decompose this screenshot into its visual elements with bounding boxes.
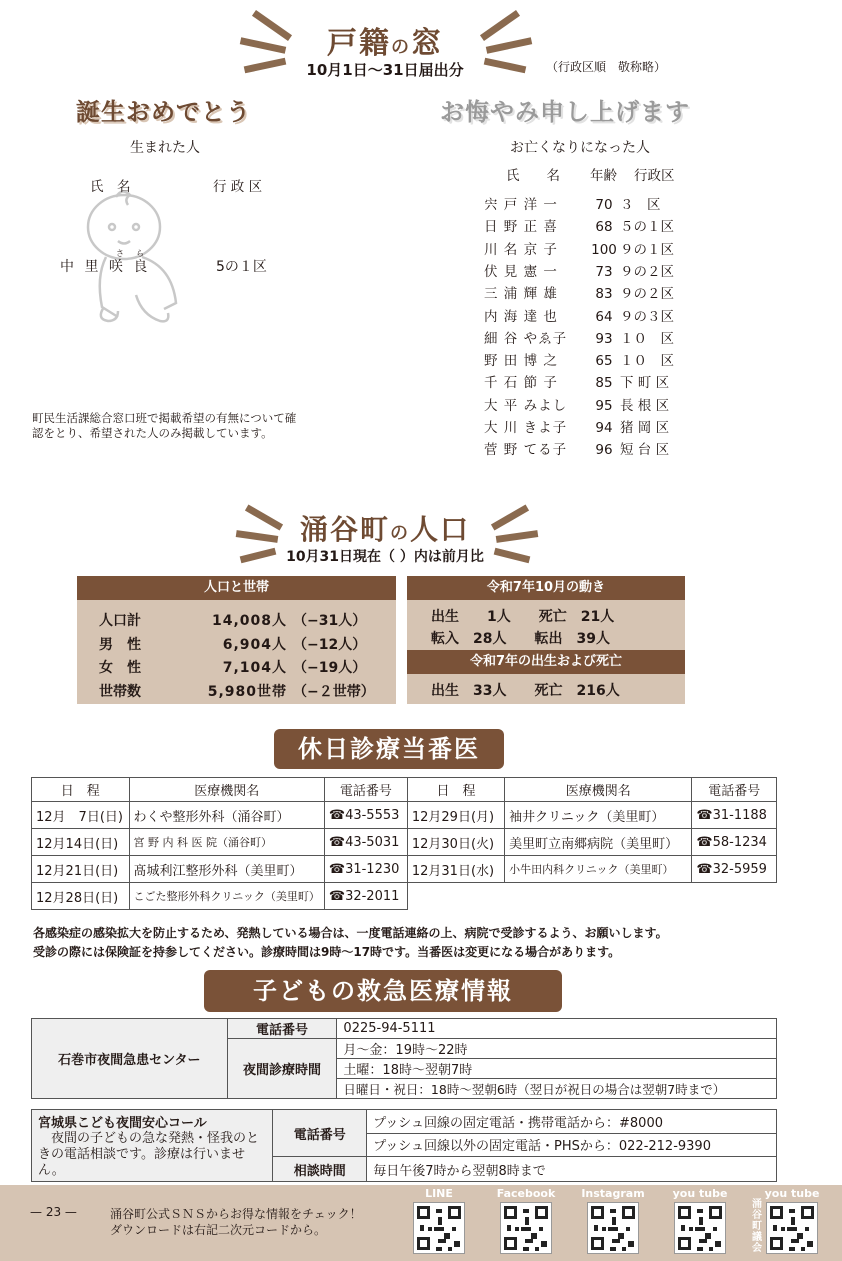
death-age: 70 (595, 197, 613, 213)
kids-phone-label: 電話番号 (227, 1019, 337, 1039)
holiday-header-cell: 医療機関名 (129, 778, 324, 802)
death-age: 73 (595, 263, 613, 280)
kids-phone: 0225-94-5111 (337, 1019, 777, 1039)
population-diff: （−２世帯） (293, 683, 375, 700)
births-ruby: さ ら (116, 249, 146, 258)
population-diff: （−12人） (293, 636, 367, 653)
death-district: １０ 区 (620, 353, 674, 370)
death-district: ９の２区 (620, 286, 674, 303)
holiday-clinic: 小牛田内科クリニック（美里町） (505, 856, 692, 883)
kids-call-time: 毎日午後7時から翌朝8時まで (367, 1157, 777, 1182)
population-value: 14,008人 (211, 613, 287, 629)
death-name: 千 石 節 子 (484, 375, 558, 392)
holiday-row (32, 856, 777, 883)
holiday-phone: ☎43-5031 (324, 829, 407, 856)
holiday-date: 12月29日(月) (407, 802, 504, 829)
population-title: 涌谷町の人口 (299, 513, 471, 546)
holiday-clinic: 髙城利江整形外科（美里町） (129, 856, 324, 883)
population-diff: （−31人） (293, 613, 367, 629)
koseki-subtitle: 10月1日～31日届出分 (306, 61, 464, 79)
holiday-table (31, 777, 777, 910)
death-district: ９の３区 (620, 308, 674, 325)
holiday-date: 12月 7日(日) (32, 802, 130, 829)
holiday-clinic: 宮 野 内 科 医 院（涌谷町） (129, 829, 324, 856)
death-name: 大 川 きよ子 (484, 420, 568, 436)
kids-call-phone-2: プッシュ回線以外の固定電話・PHSから：022-212-9390 (367, 1133, 777, 1157)
holiday-header-cell: 電話番号 (692, 778, 777, 802)
death-district: 下 町 区 (620, 375, 670, 392)
population-row (99, 634, 387, 654)
population-diff: （−19人） (293, 660, 367, 676)
kids-call-table (31, 1109, 777, 1182)
holiday-table-header (32, 778, 777, 802)
holiday-date: 12月31日(水) (407, 856, 504, 883)
holiday-clinic: 美里町立南郷病院（美里町） (505, 829, 692, 856)
death-name: 宍 戸 洋 一 (484, 197, 558, 213)
death-district: ９の２区 (620, 263, 674, 280)
population-value: 7,104人 (222, 660, 287, 676)
population-box-head: 人口と世帯 (77, 576, 396, 600)
qr-code-icon[interactable] (413, 1202, 465, 1254)
gikai-vertical-label: 涌谷町議会 (752, 1199, 762, 1254)
death-age: 94 (595, 420, 613, 436)
holiday-header-cell: 日 程 (407, 778, 504, 802)
population-row (99, 657, 387, 677)
death-district: 短 台 区 (620, 442, 670, 459)
death-district: ９の１区 (620, 241, 674, 258)
kids-call-phone-1: プッシュ回線の固定電話・携帯電話から：#8000 (367, 1110, 777, 1134)
holiday-note-2: 受診の際には保険証を持参してください。診療時間は9時～17時です。当番医は変更になる場合があります。 (33, 945, 621, 959)
sns-label: you tube (672, 1187, 728, 1200)
holiday-date: 12月14日(日) (32, 829, 130, 856)
death-age: 96 (595, 442, 613, 459)
holiday-clinic: 袖井クリニック（美里町） (505, 802, 692, 829)
holiday-banner: 休日診療当番医 (274, 729, 504, 769)
death-name: 日 野 正 喜 (484, 219, 558, 236)
koseki-title: 戸籍の窓 (327, 26, 443, 61)
deaths-col-name: 氏 名 (506, 168, 560, 184)
year-line: 出生 33人 死亡 216人 (431, 683, 620, 699)
population-label: 男 性 (99, 636, 141, 653)
death-age: 93 (595, 330, 613, 347)
holiday-phone: ☎32-5959 (692, 856, 777, 883)
death-row (484, 349, 686, 369)
holiday-header-cell: 医療機関名 (505, 778, 692, 802)
koseki-note: （行政区順 敬称略） (546, 60, 667, 74)
holiday-header-cell: 日 程 (32, 778, 130, 802)
movement-box (407, 576, 685, 704)
kids-call-info (32, 1110, 273, 1182)
deaths-caption: お亡くなりになった人 (510, 140, 650, 156)
sns-label: Facebook (496, 1187, 556, 1200)
births-heading: 誕生おめでとう (76, 98, 251, 126)
holiday-empty (407, 883, 776, 910)
death-name: 伏 見 憲 一 (484, 263, 558, 280)
movement-line-1: 出生 1人 死亡 21人 (431, 609, 615, 625)
death-district: ５の１区 (620, 219, 674, 236)
holiday-phone: ☎31-1230 (324, 856, 407, 883)
deaths-heading: お悔やみ申し上げます (440, 98, 690, 126)
births-row-district: 5の１区 (216, 259, 267, 275)
death-row (484, 238, 686, 258)
holiday-clinic: わくや整形外科（涌谷町） (129, 802, 324, 829)
qr-code-icon[interactable] (500, 1202, 552, 1254)
births-col-name: 氏 名 (90, 179, 131, 195)
death-name: 菅 野 てる子 (484, 442, 568, 459)
sns-label: Instagram (581, 1187, 645, 1200)
kids-banner: 子どもの救急医療情報 (204, 970, 562, 1012)
death-age: 65 (595, 353, 613, 370)
kids-hours-weekday: 月～金：19時～22時 (337, 1039, 777, 1059)
population-label: 世帯数 (99, 683, 141, 700)
holiday-date: 12月21日(日) (32, 856, 130, 883)
kids-hours-holiday: 日曜日・祝日：18時～翌朝6時（翌日が祝日の場合は翌朝7時まで） (337, 1079, 777, 1099)
footer-line-2: ダウンロードは右記二次元コードから。 (110, 1223, 327, 1237)
qr-code-icon[interactable] (587, 1202, 639, 1254)
population-row (99, 610, 387, 630)
death-row (484, 371, 686, 391)
death-name: 大 平 みよし (484, 397, 568, 414)
births-caption: 生まれた人 (130, 140, 200, 156)
death-name: 野 田 博 之 (484, 353, 558, 370)
death-row (484, 438, 686, 458)
holiday-phone: ☎31-1188 (692, 802, 777, 829)
holiday-header-cell: 電話番号 (324, 778, 407, 802)
death-district: 猪 岡 区 (620, 420, 670, 436)
kids-call-desc: 夜間の子どもの急な発熱・怪我のときの電話相談です。診療は行いません。 (38, 1131, 260, 1178)
kids-hours-label: 夜間診療時間 (227, 1039, 337, 1099)
qr-code-icon[interactable] (674, 1202, 726, 1254)
movement-box-head: 令和7年10月の動き (407, 576, 685, 600)
death-age: 64 (595, 308, 613, 325)
death-row (484, 416, 686, 436)
kids-call-time-label: 相談時間 (273, 1157, 367, 1182)
deaths-col-age: 年齢 (590, 168, 617, 184)
death-age: 83 (595, 286, 613, 303)
holiday-phone: ☎58-1234 (692, 829, 777, 856)
deaths-col-district: 行政区 (634, 168, 675, 184)
population-value: 5,980世帯 (207, 683, 287, 700)
death-row (484, 305, 686, 325)
year-box-head: 令和7年の出生および死亡 (407, 650, 685, 674)
death-age: 68 (595, 219, 613, 236)
death-district: 長 根 区 (620, 397, 670, 414)
footer (0, 1185, 842, 1261)
births-row-name: 中 里 咲 良 (60, 259, 151, 275)
population-value: 6,904人 (222, 636, 287, 653)
holiday-clinic: こごた整形外科クリニック（美里町） (129, 883, 324, 910)
death-row (484, 394, 686, 414)
holiday-row (32, 829, 777, 856)
death-name: 細 谷 やゑ子 (484, 330, 568, 347)
death-row (484, 193, 686, 213)
death-name: 三 浦 輝 雄 (484, 286, 558, 303)
births-note: 町民生活課総合窓口班で掲載希望の有無について確認をとり、希望された人のみ掲載しています。 (32, 411, 297, 440)
holiday-note-1: 各感染症の感染拡大を防止するため、発熱している場合は、一度電話連絡の上、病院で受診するよう、お願いします。 (33, 926, 668, 940)
population-row (99, 681, 387, 701)
movement-line-2: 転入 28人 転出 39人 (431, 631, 610, 647)
qr-code-icon[interactable] (766, 1202, 818, 1254)
population-box (77, 576, 396, 704)
death-age: 95 (595, 397, 613, 414)
kids-center-name: 石巻市夜間急患センター (32, 1019, 228, 1099)
kids-call-phone-label: 電話番号 (273, 1110, 367, 1157)
population-label: 女 性 (99, 660, 141, 676)
death-row (484, 260, 686, 280)
death-name: 川 名 京 子 (484, 241, 558, 258)
death-district: １０ 区 (620, 330, 674, 347)
death-row (484, 327, 686, 347)
holiday-row (32, 802, 777, 829)
kids-center-table (31, 1018, 777, 1099)
death-age: 85 (595, 375, 613, 392)
page-number: — 23 — (30, 1205, 77, 1219)
population-subtitle: 10月31日現在（ ）内は前月比 (286, 549, 484, 565)
death-district: ３ 区 (620, 197, 661, 213)
kids-call-title: 宮城県こども夜間安心コール (38, 1116, 207, 1131)
death-row (484, 282, 686, 302)
holiday-row (32, 883, 777, 910)
population-label: 人口計 (99, 613, 141, 629)
footer-line-1: 涌谷町公式ＳＮＳからお得な情報をチェック！ (110, 1207, 362, 1221)
holiday-phone: ☎32-2011 (324, 883, 407, 910)
death-row (484, 215, 686, 235)
death-age: 100 (591, 241, 617, 258)
death-name: 内 海 達 也 (484, 308, 558, 325)
births-col-district: 行 政 区 (213, 179, 263, 195)
holiday-date: 12月30日(火) (407, 829, 504, 856)
holiday-date: 12月28日(日) (32, 883, 130, 910)
sns-label: you tube (764, 1187, 820, 1200)
kids-hours-saturday: 土曜：18時～翌朝7時 (337, 1059, 777, 1079)
sns-label: LINE (425, 1187, 453, 1200)
holiday-phone: ☎43-5553 (324, 802, 407, 829)
